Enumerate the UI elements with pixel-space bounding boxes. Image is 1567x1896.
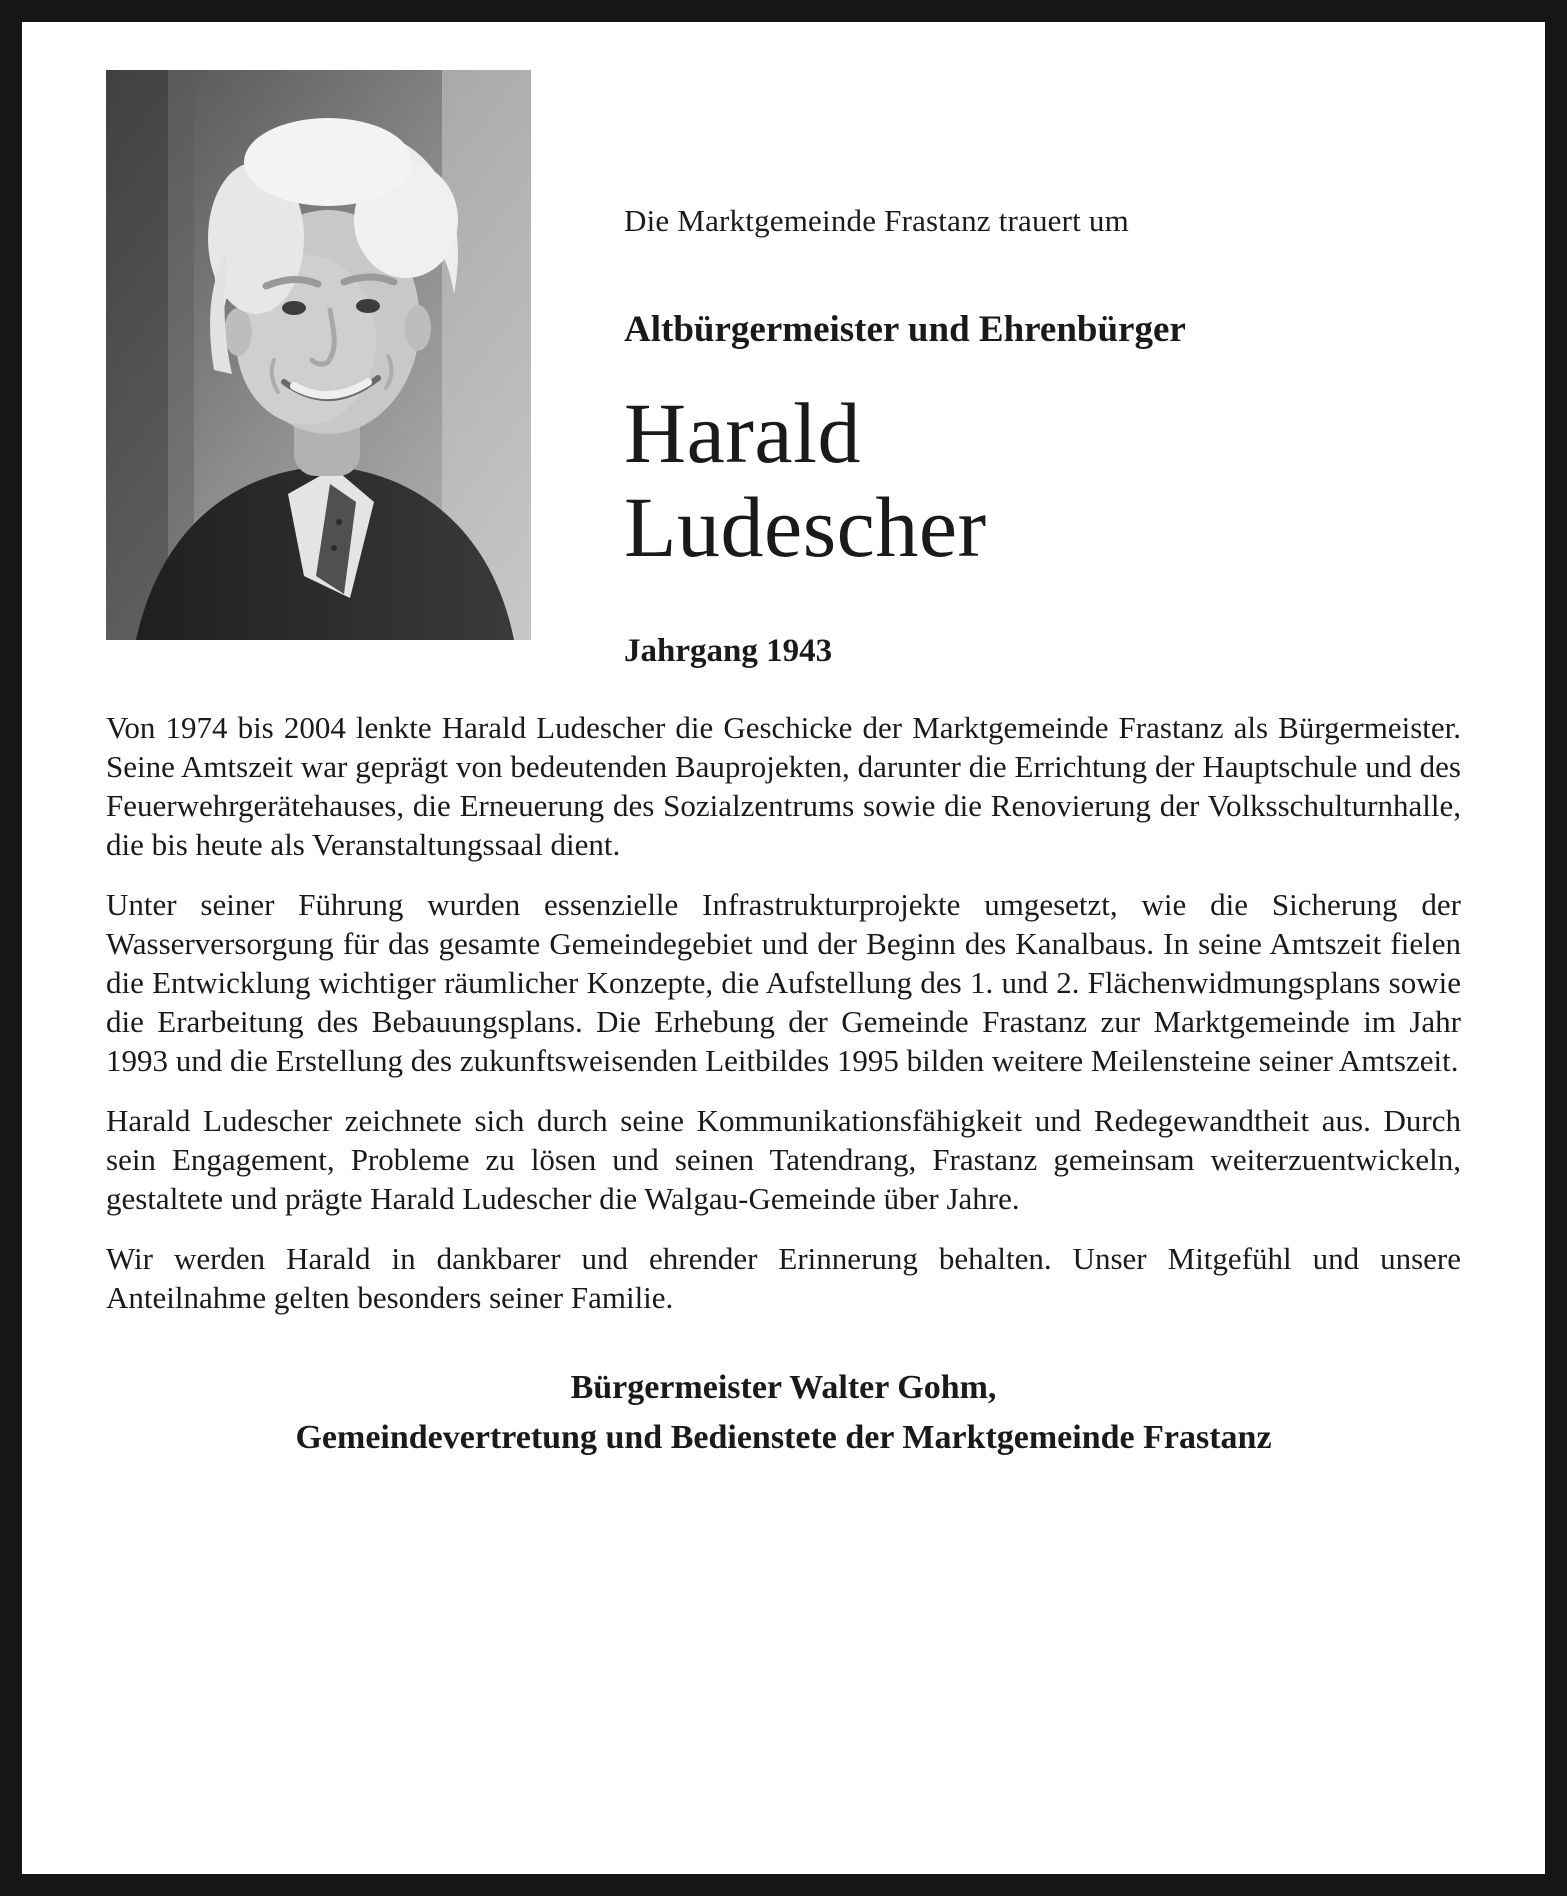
obituary-paragraph: Wir werden Harald in dankbarer und ehrender Erinnerung behalten. Unser Mitgefühl und unsere Anteilnahme gelten besonders seiner Familie. <box>106 1240 1461 1315</box>
pretitle: Altbürgermeister und Ehrenbürger <box>624 309 1186 351</box>
birth-year: Jahrgang 1943 <box>624 632 833 669</box>
deceased-name <box>624 386 1461 575</box>
obituary-content <box>22 22 1545 1874</box>
header-column <box>624 70 1461 670</box>
intro-line: Die Marktgemeinde Frastanz trauert um <box>624 203 1129 238</box>
portrait-photo <box>106 70 531 640</box>
obituary-body <box>106 708 1461 1317</box>
obituary-paragraph: Harald Ludescher zeichnete sich durch seine Kommunikationsfähigkeit und Redegewandtheit aus. Durch sein Engagement, Probleme zu lösen und seinen Tatendrang, Frastanz gemeinsam weiterzuentwickeln, gestaltete und prägte Harald Ludescher die Walgau-Gemeinde über Jahre. <box>106 1102 1461 1216</box>
deceased-name-line1: Harald <box>624 384 861 481</box>
deceased-name-line2: Ludescher <box>624 479 987 576</box>
signature-block <box>106 1363 1461 1463</box>
signature-line-2: Gemeindevertretung und Bedienstete der Marktgemeinde Frastanz <box>295 1418 1272 1456</box>
top-section <box>106 70 1461 670</box>
portrait-illustration <box>106 70 531 640</box>
obituary-paragraph: Von 1974 bis 2004 lenkte Harald Ludescher die Geschicke der Marktgemeinde Frastanz als Bürgermeister. Seine Amtszeit war geprägt von bedeutenden Bauprojekten, darunter die Errichtung der Hauptschule und des Feuerwehrgerätehauses, die Erneuerung des Sozialzentrums sowie die Renovierung der Volksschulturnhalle, die bis heute als Veranstaltungssaal dient. <box>106 709 1461 862</box>
signature-line-1: Bürgermeister Walter Gohm, <box>570 1368 997 1406</box>
obituary-paragraph: Unter seiner Führung wurden essenzielle Infrastrukturprojekte umgesetzt, wie die Sicherung der Wasserversorgung für das gesamte Gemeindegebiet und der Beginn des Kanalbaus. In seine Amtszeit fielen die Entwicklung wichtiger räumlicher Konzepte, die Aufstellung des 1. und 2. Flächenwidmungsplans sowie die Erarbeitung des Bebauungsplans. Die Erhebung der Gemeinde Frastanz zur Marktgemeinde im Jahr 1993 und die Erstellung des zukunftsweisenden Leitbildes 1995 bilden weitere Meilensteine seiner Amtszeit. <box>106 886 1461 1078</box>
